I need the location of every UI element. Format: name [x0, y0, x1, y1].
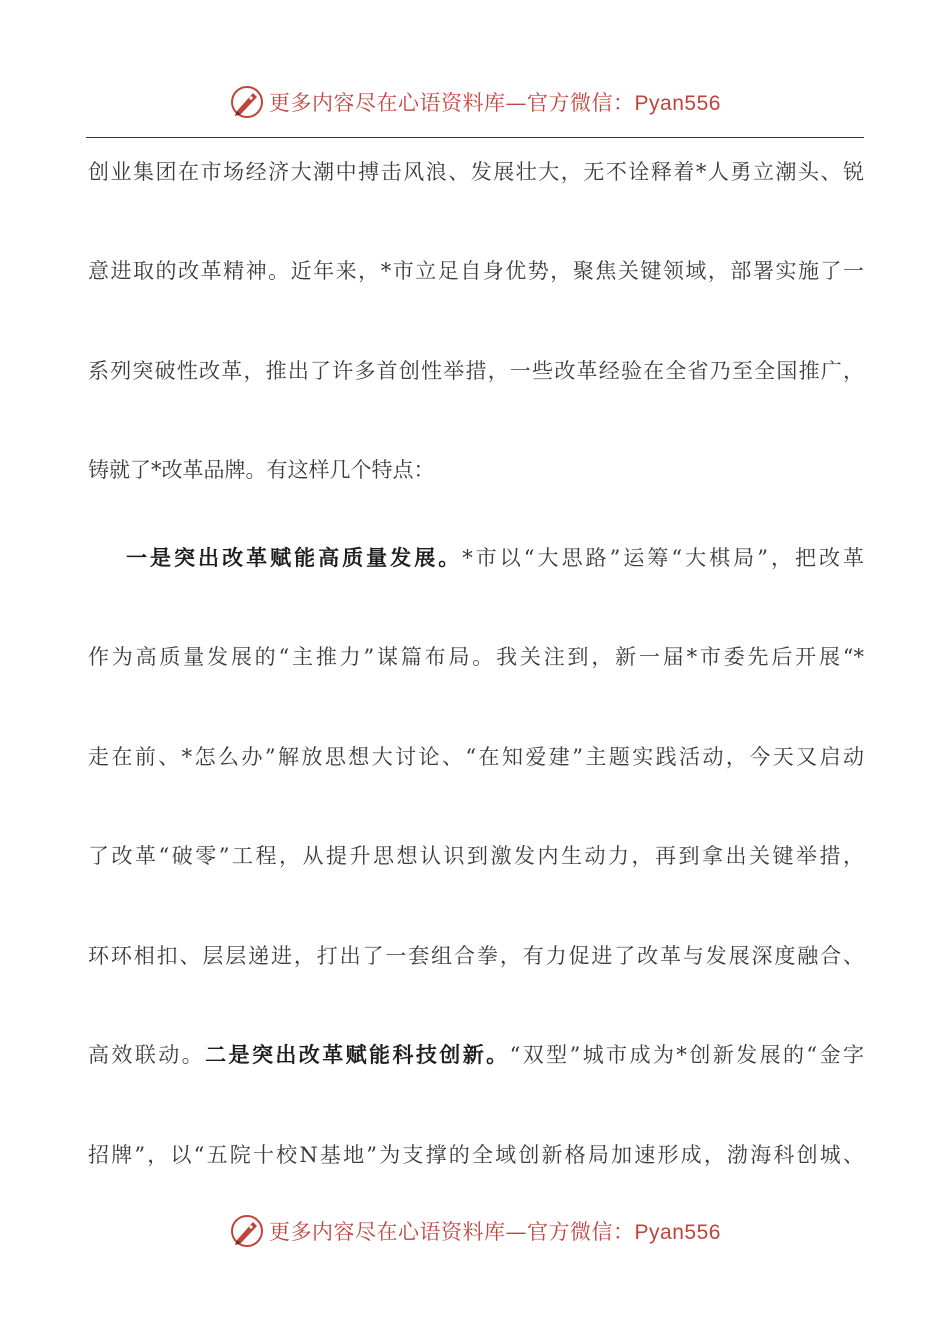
paragraph-line: 高效联动。二是突出改革赋能科技创新。“双型”城市成为*创新发展的“金字 [88, 1042, 865, 1067]
header-banner [0, 82, 950, 122]
paragraph-line: 作为高质量发展的“主推力”谋篇布局。我关注到，新一届*市委先后开展“* [88, 645, 864, 669]
pen-logo-icon [229, 84, 265, 120]
header-divider [86, 137, 864, 138]
paragraph-line: 系列突破性改革，推出了许多首创性举措，一些改革经验在全省乃至全国推广， [88, 359, 864, 383]
point-one-heading: 一是突出改革赋能高质量发展。 [126, 545, 463, 570]
footer-text: 更多内容尽在心语资料库—官方微信：Pyan556 [269, 1220, 721, 1244]
paragraph-line: 了改革“破零”工程，从提升思想认识到激发内生动力，再到拿出关键举措， [88, 844, 864, 868]
paragraph-line: 环环相扣、层层递进，打出了一套组合拳，有力促进了改革与发展深度融合、 [88, 944, 864, 968]
paragraph-line: 创业集团在市场经济大潮中搏击风浪、发展壮大，无不诠释着*人勇立潮头、锐 [88, 160, 864, 184]
header-text: 更多内容尽在心语资料库—官方微信：Pyan556 [269, 91, 721, 115]
footer-banner [0, 1211, 950, 1251]
paragraph-line: 招牌”，以“五院十校N基地”为支撑的全域创新格局加速形成，渤海科创城、 [88, 1143, 864, 1167]
point-two-heading: 二是突出改革赋能科技创新。 [205, 1042, 510, 1067]
paragraph-line: 一是突出改革赋能高质量发展。*市以“大思路”运筹“大棋局”，把改革 [126, 545, 864, 570]
paragraph-line: 铸就了*改革品牌。有这样几个特点： [88, 458, 435, 482]
paragraph-line: 走在前、*怎么办”解放思想大讨论、“在知爱建”主题实践活动，今天又启动 [88, 745, 864, 769]
pen-logo-icon [229, 1213, 265, 1249]
paragraph-line: 意进取的改革精神。近年来，*市立足自身优势，聚焦关键领域，部署实施了一 [88, 259, 864, 283]
